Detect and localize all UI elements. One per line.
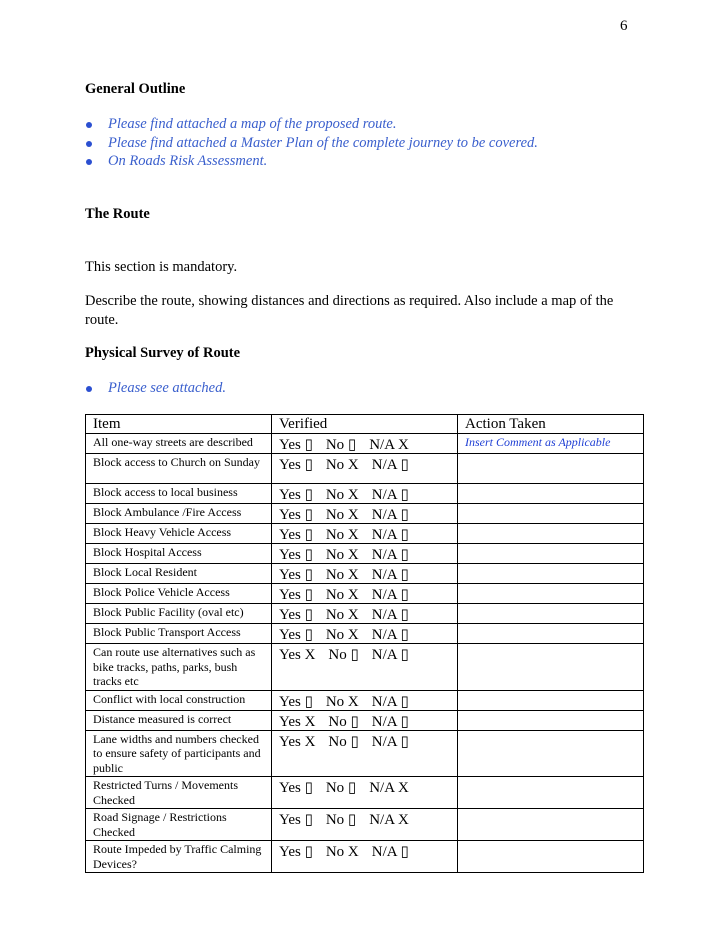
row-verified-options — [272, 524, 458, 544]
row-action-taken[interactable] — [458, 504, 644, 524]
yes-option[interactable]: Yes ▯ — [279, 527, 313, 543]
table-row — [86, 564, 644, 584]
row-verified-options — [272, 454, 458, 484]
table-row — [86, 604, 644, 624]
bullet-text: On Roads Risk Assessment. — [108, 153, 268, 169]
row-item-label: Block Police Vehicle Access — [86, 584, 272, 604]
na-option[interactable]: N/A ▯ — [371, 487, 409, 503]
row-verified-options — [272, 604, 458, 624]
table-row — [86, 841, 644, 873]
route-description: Describe the route, showing distances and directions as required. Also include a map of the route. — [85, 293, 614, 328]
row-action-taken[interactable] — [458, 809, 644, 841]
yes-option[interactable]: Yes ▯ — [279, 567, 313, 583]
row-verified-options — [272, 710, 458, 730]
row-item-label: Restricted Turns / Movements Checked — [86, 777, 272, 809]
table-row — [86, 644, 644, 691]
na-option[interactable]: N/A X — [369, 780, 409, 796]
general-outline-bullet-list — [85, 116, 538, 172]
bullet-dot-icon — [86, 386, 92, 392]
na-option[interactable]: N/A X — [369, 437, 409, 453]
bullet-item — [85, 116, 538, 135]
row-item-label: Route Impeded by Traffic Calming Devices? — [86, 841, 272, 873]
na-option[interactable]: N/A ▯ — [371, 507, 409, 523]
yes-option[interactable]: Yes ▯ — [279, 627, 313, 643]
row-verified-options — [272, 484, 458, 504]
table-row — [86, 809, 644, 841]
bullet-item — [85, 380, 226, 399]
no-option[interactable]: No ▯ — [328, 647, 359, 663]
table-body — [86, 434, 644, 873]
yes-option[interactable]: Yes ▯ — [279, 587, 313, 603]
yes-option[interactable]: Yes ▯ — [279, 437, 313, 453]
row-item-label: Conflict with local construction — [86, 690, 272, 710]
no-option[interactable]: No X — [325, 457, 359, 473]
no-option[interactable]: No ▯ — [325, 437, 357, 453]
row-verified-options — [272, 544, 458, 564]
na-option[interactable]: N/A ▯ — [371, 587, 409, 603]
table-row — [86, 544, 644, 564]
row-item-label: Distance measured is correct — [86, 710, 272, 730]
row-item-label: Block Hospital Access — [86, 544, 272, 564]
table-row — [86, 504, 644, 524]
na-option[interactable]: N/A X — [369, 812, 409, 828]
row-action-taken[interactable] — [458, 584, 644, 604]
yes-option[interactable]: Yes ▯ — [279, 607, 313, 623]
na-option[interactable]: N/A ▯ — [371, 547, 409, 563]
row-verified-options — [272, 730, 458, 777]
na-option[interactable]: N/A ▯ — [371, 647, 409, 663]
yes-option[interactable]: Yes ▯ — [279, 507, 313, 523]
general-outline-heading: General Outline — [85, 81, 186, 97]
bullet-text: Please see attached. — [108, 380, 226, 396]
no-option[interactable]: No X — [325, 607, 359, 623]
bullet-text: Please find attached a map of the proposed route. — [108, 116, 397, 132]
row-verified-options — [272, 777, 458, 809]
row-item-label: All one-way streets are described — [86, 434, 272, 454]
row-verified-options — [272, 564, 458, 584]
physical-survey-bullet-list — [85, 380, 226, 399]
row-item-label: Lane widths and numbers checked to ensure safety of participants and public — [86, 730, 272, 777]
row-item-label: Block Public Facility (oval etc) — [86, 604, 272, 624]
yes-option[interactable]: Yes ▯ — [279, 693, 313, 710]
row-verified-options — [272, 809, 458, 841]
table-row — [86, 730, 644, 777]
yes-option[interactable]: Yes X — [279, 647, 316, 663]
no-option[interactable]: No X — [325, 487, 359, 503]
na-option[interactable]: N/A ▯ — [371, 693, 409, 710]
header-action-taken: Action Taken — [458, 415, 644, 434]
row-action-taken[interactable] — [458, 524, 644, 544]
na-option[interactable]: N/A ▯ — [371, 844, 409, 860]
yes-option[interactable]: Yes ▯ — [279, 812, 313, 828]
row-item-label: Block Ambulance /Fire Access — [86, 504, 272, 524]
no-option[interactable]: No X — [325, 627, 359, 643]
header-verified: Verified — [272, 415, 458, 434]
table-row — [86, 690, 644, 710]
bullet-dot-icon — [86, 141, 92, 147]
row-action-taken[interactable] — [458, 730, 644, 777]
yes-option[interactable]: Yes ▯ — [279, 844, 313, 860]
row-verified-options — [272, 690, 458, 710]
row-action-taken[interactable] — [458, 604, 644, 624]
yes-option[interactable]: Yes X — [279, 713, 316, 730]
row-verified-options — [272, 841, 458, 873]
yes-option[interactable]: Yes ▯ — [279, 457, 313, 473]
no-option[interactable]: No X — [325, 844, 359, 860]
no-option[interactable]: No X — [325, 507, 359, 523]
table-row — [86, 454, 644, 484]
the-route-heading: The Route — [85, 206, 150, 222]
na-option[interactable]: N/A ▯ — [371, 457, 409, 473]
yes-option[interactable]: Yes ▯ — [279, 547, 313, 563]
na-option[interactable]: N/A ▯ — [371, 733, 409, 750]
no-option[interactable]: No ▯ — [325, 812, 357, 828]
row-action-taken[interactable] — [458, 777, 644, 809]
na-option[interactable]: N/A ▯ — [371, 607, 409, 623]
yes-option[interactable]: Yes X — [279, 733, 316, 750]
route-survey-table — [85, 414, 644, 873]
no-option[interactable]: No X — [325, 587, 359, 603]
row-verified-options — [272, 504, 458, 524]
na-option[interactable]: N/A ▯ — [371, 567, 409, 583]
no-option[interactable]: No X — [325, 567, 359, 583]
no-option[interactable]: No ▯ — [328, 733, 359, 750]
bullet-dot-icon — [86, 159, 92, 165]
row-verified-options — [272, 434, 458, 454]
table-row — [86, 624, 644, 644]
row-item-label: Road Signage / Restrictions Checked — [86, 809, 272, 841]
no-option[interactable]: No X — [325, 547, 359, 563]
bullet-dot-icon — [86, 122, 92, 128]
no-option[interactable]: No ▯ — [325, 780, 357, 796]
table-row — [86, 584, 644, 604]
row-action-taken[interactable] — [458, 484, 644, 504]
yes-option[interactable]: Yes ▯ — [279, 487, 313, 503]
row-verified-options — [272, 644, 458, 691]
row-action-taken[interactable] — [458, 564, 644, 584]
row-item-label: Block Public Transport Access — [86, 624, 272, 644]
row-action-taken[interactable] — [458, 454, 644, 484]
header-item: Item — [86, 415, 272, 434]
table-row — [86, 710, 644, 730]
row-action-taken[interactable] — [458, 841, 644, 873]
mandatory-note: This section is mandatory. — [85, 259, 238, 275]
page-number: 6 — [620, 18, 628, 34]
bullet-text: Please find attached a Master Plan of the complete journey to be covered. — [108, 134, 538, 151]
na-option[interactable]: N/A ▯ — [371, 713, 409, 730]
table-header-row — [86, 415, 644, 434]
row-action-taken[interactable] — [458, 710, 644, 730]
no-option[interactable]: No X — [325, 527, 359, 543]
row-action-taken[interactable] — [458, 624, 644, 644]
physical-survey-heading: Physical Survey of Route — [85, 345, 241, 361]
table-row — [86, 777, 644, 809]
bullet-item — [85, 135, 538, 154]
no-option[interactable]: No ▯ — [328, 713, 359, 730]
table-row — [86, 434, 644, 454]
row-action-taken[interactable] — [458, 644, 644, 691]
row-item-label: Block Local Resident — [86, 564, 272, 584]
row-item-label: Block Heavy Vehicle Access — [86, 524, 272, 544]
table-row — [86, 484, 644, 504]
row-item-label: Block access to Church on Sunday — [86, 454, 272, 484]
row-action-taken[interactable] — [458, 690, 644, 710]
na-option[interactable]: N/A ▯ — [371, 627, 409, 643]
yes-option[interactable]: Yes ▯ — [279, 780, 313, 796]
table-row — [86, 524, 644, 544]
no-option[interactable]: No X — [325, 693, 359, 710]
row-action-taken[interactable] — [458, 544, 644, 564]
row-item-label: Can route use alternatives such as bike tracks, paths, parks, bush tracks etc — [86, 644, 272, 691]
row-item-label: Block access to local business — [86, 484, 272, 504]
row-verified-options — [272, 584, 458, 604]
bullet-item — [85, 153, 538, 172]
row-verified-options — [272, 624, 458, 644]
row-action-taken[interactable]: Insert Comment as Applicable — [458, 434, 644, 454]
na-option[interactable]: N/A ▯ — [371, 527, 409, 543]
